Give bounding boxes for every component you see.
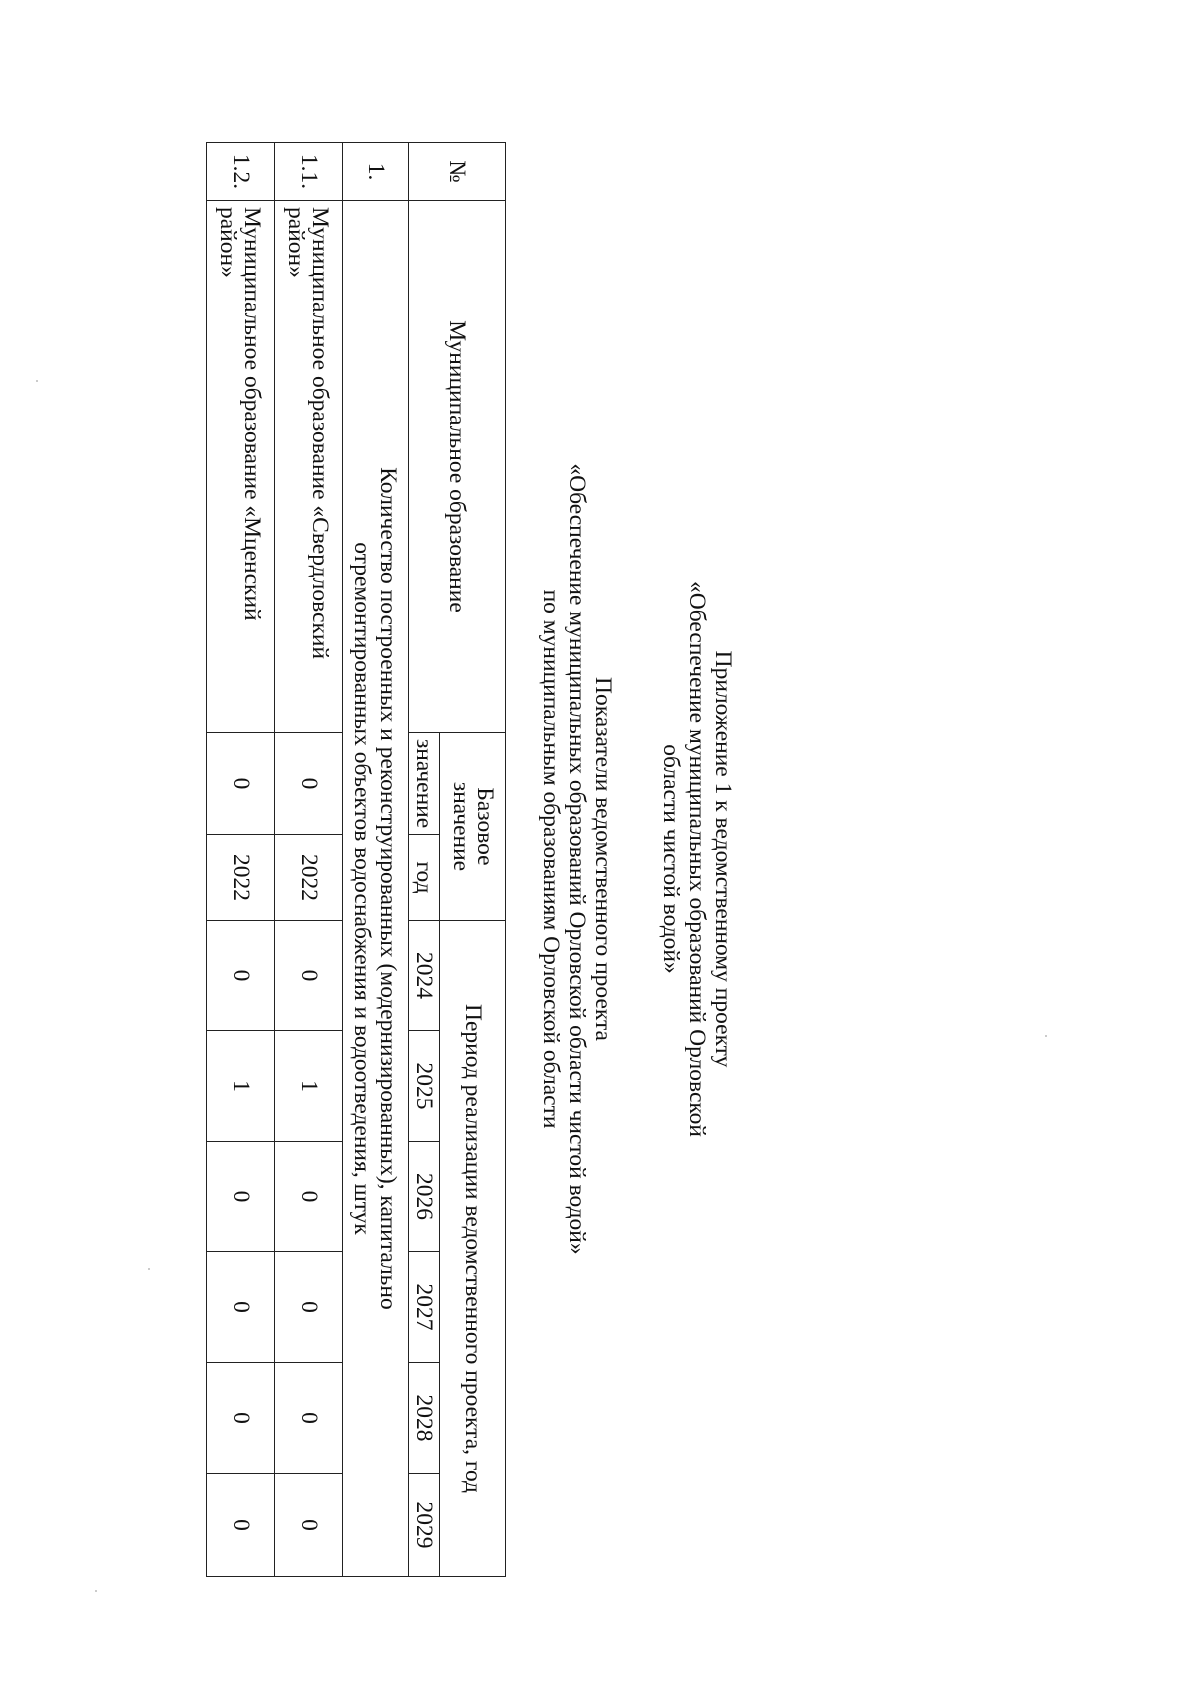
row-municipality-line-2: район» [215,207,242,278]
header-number: № [408,143,505,201]
row-value-2028: 0 [207,1363,275,1474]
indicators-table [206,142,506,1577]
scan-speck [1045,1035,1047,1037]
row-value-2029: 0 [207,1474,275,1577]
header-base-line-1: Базовое [471,787,498,866]
row-value-2028: 0 [274,1363,342,1474]
header-year-2024: 2024 [408,921,440,1031]
table-heading [538,142,616,1576]
scan-speck [95,1590,97,1592]
header-base [440,733,506,921]
header-year-2029: 2029 [408,1474,440,1577]
heading-line-1: Показатели ведомственного проекта [590,677,616,1041]
row-municipality-line-1: Муниципальное образование «Свердловский [307,207,334,660]
header-year-2028: 2028 [408,1363,440,1474]
row-value-2027: 0 [207,1252,275,1363]
header-row-1 [440,143,506,1577]
heading-line-3: по муниципальным образованиям Орловской области [538,589,564,1129]
row-value-2029: 0 [274,1474,342,1577]
scan-speck [148,1268,150,1270]
heading-line-2: «Обеспечение муниципальных образований Орловской области чистой водой» [564,463,590,1255]
table-row [207,143,275,1577]
header-base-year: год [408,835,440,921]
header-year-2025: 2025 [408,1031,440,1142]
row-value-2026: 0 [207,1142,275,1252]
appendix-caption [658,142,736,1576]
row-value-2027: 0 [274,1252,342,1363]
section-indicator-line-2: отремонтированных объектов водоснабжения и водоотведения, штук [349,542,376,1235]
header-base-line-2: значение [447,781,474,872]
scan-speck [36,380,38,382]
row-number: 1.2. [207,143,275,201]
appendix-line-1: Приложение 1 к ведомственному проекту [710,650,736,1068]
section-indicator-line-1: Количество построенных и реконструированных (модернизированных), капитально [375,467,402,1310]
header-year-2027: 2027 [408,1252,440,1363]
row-value-2025: 1 [274,1031,342,1142]
section-row [342,143,408,1577]
appendix-line-2: «Обеспечение муниципальных образований Орловской [684,581,710,1137]
row-base-value: 0 [274,733,342,835]
section-indicator [342,201,408,1577]
row-municipality-line-2: район» [283,207,310,278]
row-value-2025: 1 [207,1031,275,1142]
row-municipality [207,201,275,733]
document-sheet [176,142,736,1576]
header-year-2026: 2026 [408,1142,440,1252]
row-number: 1.1. [274,143,342,201]
row-base-value: 0 [207,733,275,835]
header-period: Период реализации ведомственного проекта, год [440,921,506,1577]
row-value-2024: 0 [274,921,342,1031]
row-value-2024: 0 [207,921,275,1031]
section-number: 1. [342,143,408,201]
header-base-value: значение [408,733,440,835]
row-municipality-line-1: Муниципальное образование «Мценский [239,207,266,621]
header-municipality: Муниципальное образование [408,201,505,733]
appendix-line-3: области чистой водой» [658,744,684,974]
row-municipality [274,201,342,733]
row-base-year: 2022 [207,835,275,921]
table-row [274,143,342,1577]
row-value-2026: 0 [274,1142,342,1252]
row-base-year: 2022 [274,835,342,921]
